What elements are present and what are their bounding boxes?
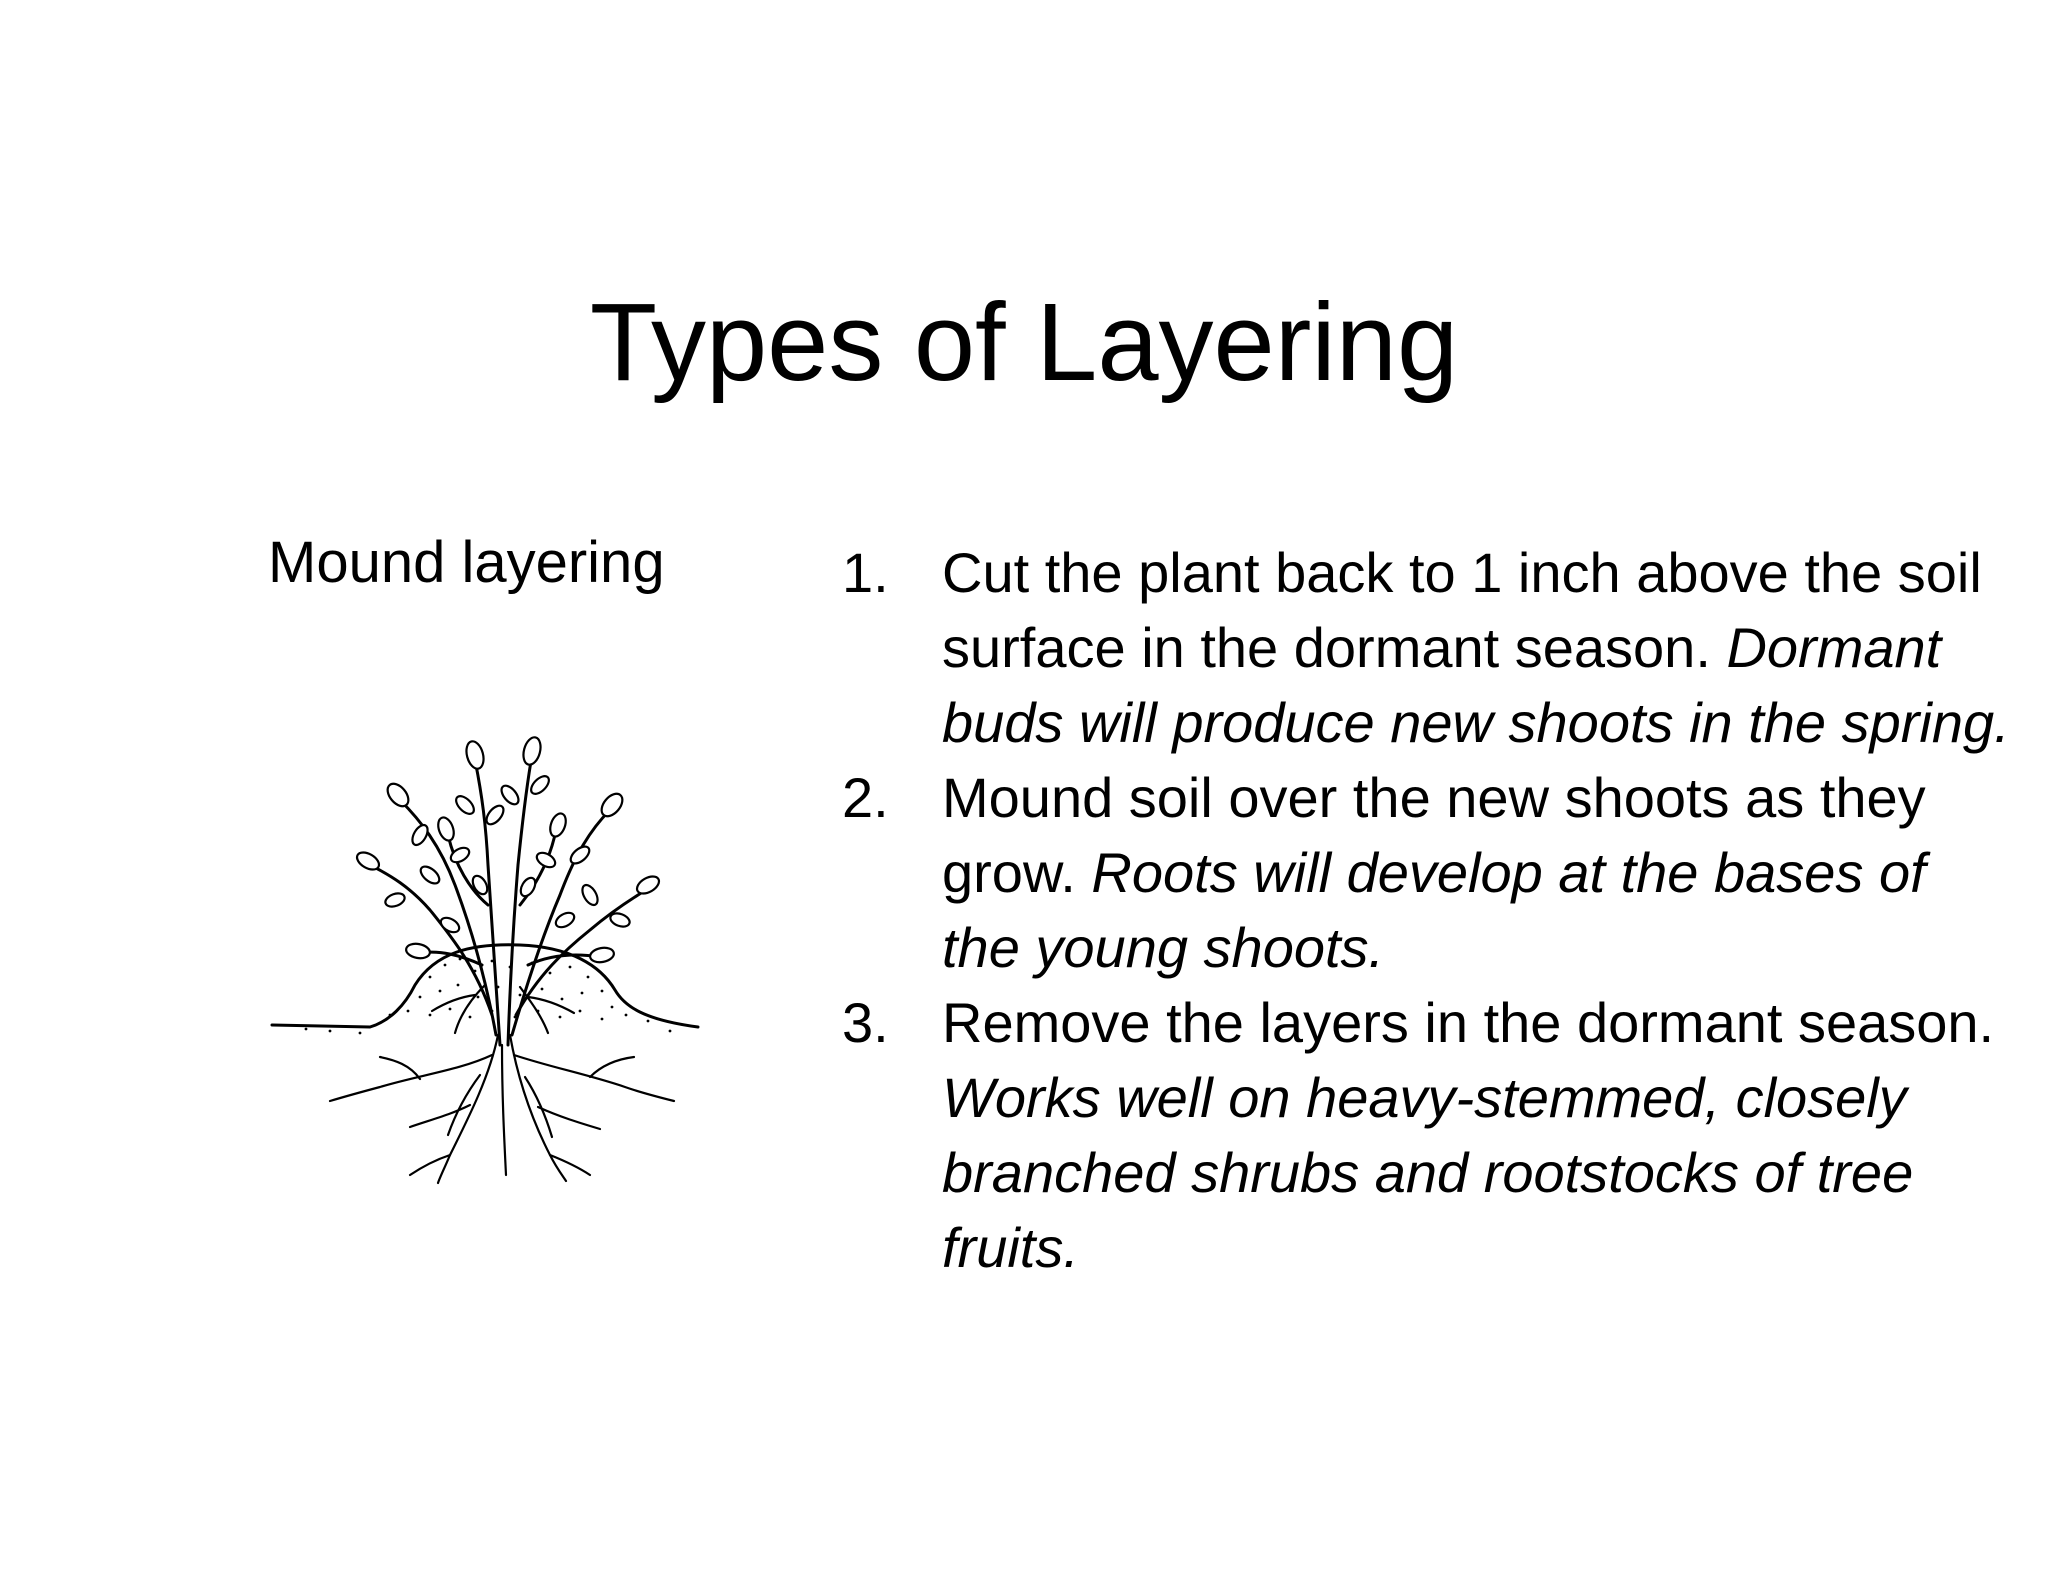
step-item [842,985,2012,1285]
step-item [842,760,2012,985]
step-number: 1. [842,541,889,604]
step-instruction: Remove the layers in the dormant season. [942,991,1995,1054]
step-instruction: Cut the plant back to 1 inch above the soil surface in the dormant season. [942,541,1982,679]
plant-leaves [354,735,662,964]
step-number: 3. [842,991,889,1054]
step-instruction: Mound soil over the new shoots as they grow. [942,766,1926,904]
plant-roots [330,985,674,1183]
step-text [942,760,2012,985]
step-list [842,535,2012,1285]
step-text [942,535,2012,760]
section-subtitle: Mound layering [268,530,665,595]
step-number: 2. [842,766,889,829]
step-note: Dormant buds will produce new shoots in the spring. [942,616,2010,754]
step-note: Roots will develop at the bases of the young shoots. [942,841,1926,979]
step-item [842,535,2012,760]
step-note: Works well on heavy-stemmed, closely branched shrubs and rootstocks of tree fruits. [942,1066,1914,1279]
slide-title: Types of Layering [589,281,1459,404]
mound-layering-plant-illustration [270,715,700,1185]
step-text [942,985,2012,1285]
